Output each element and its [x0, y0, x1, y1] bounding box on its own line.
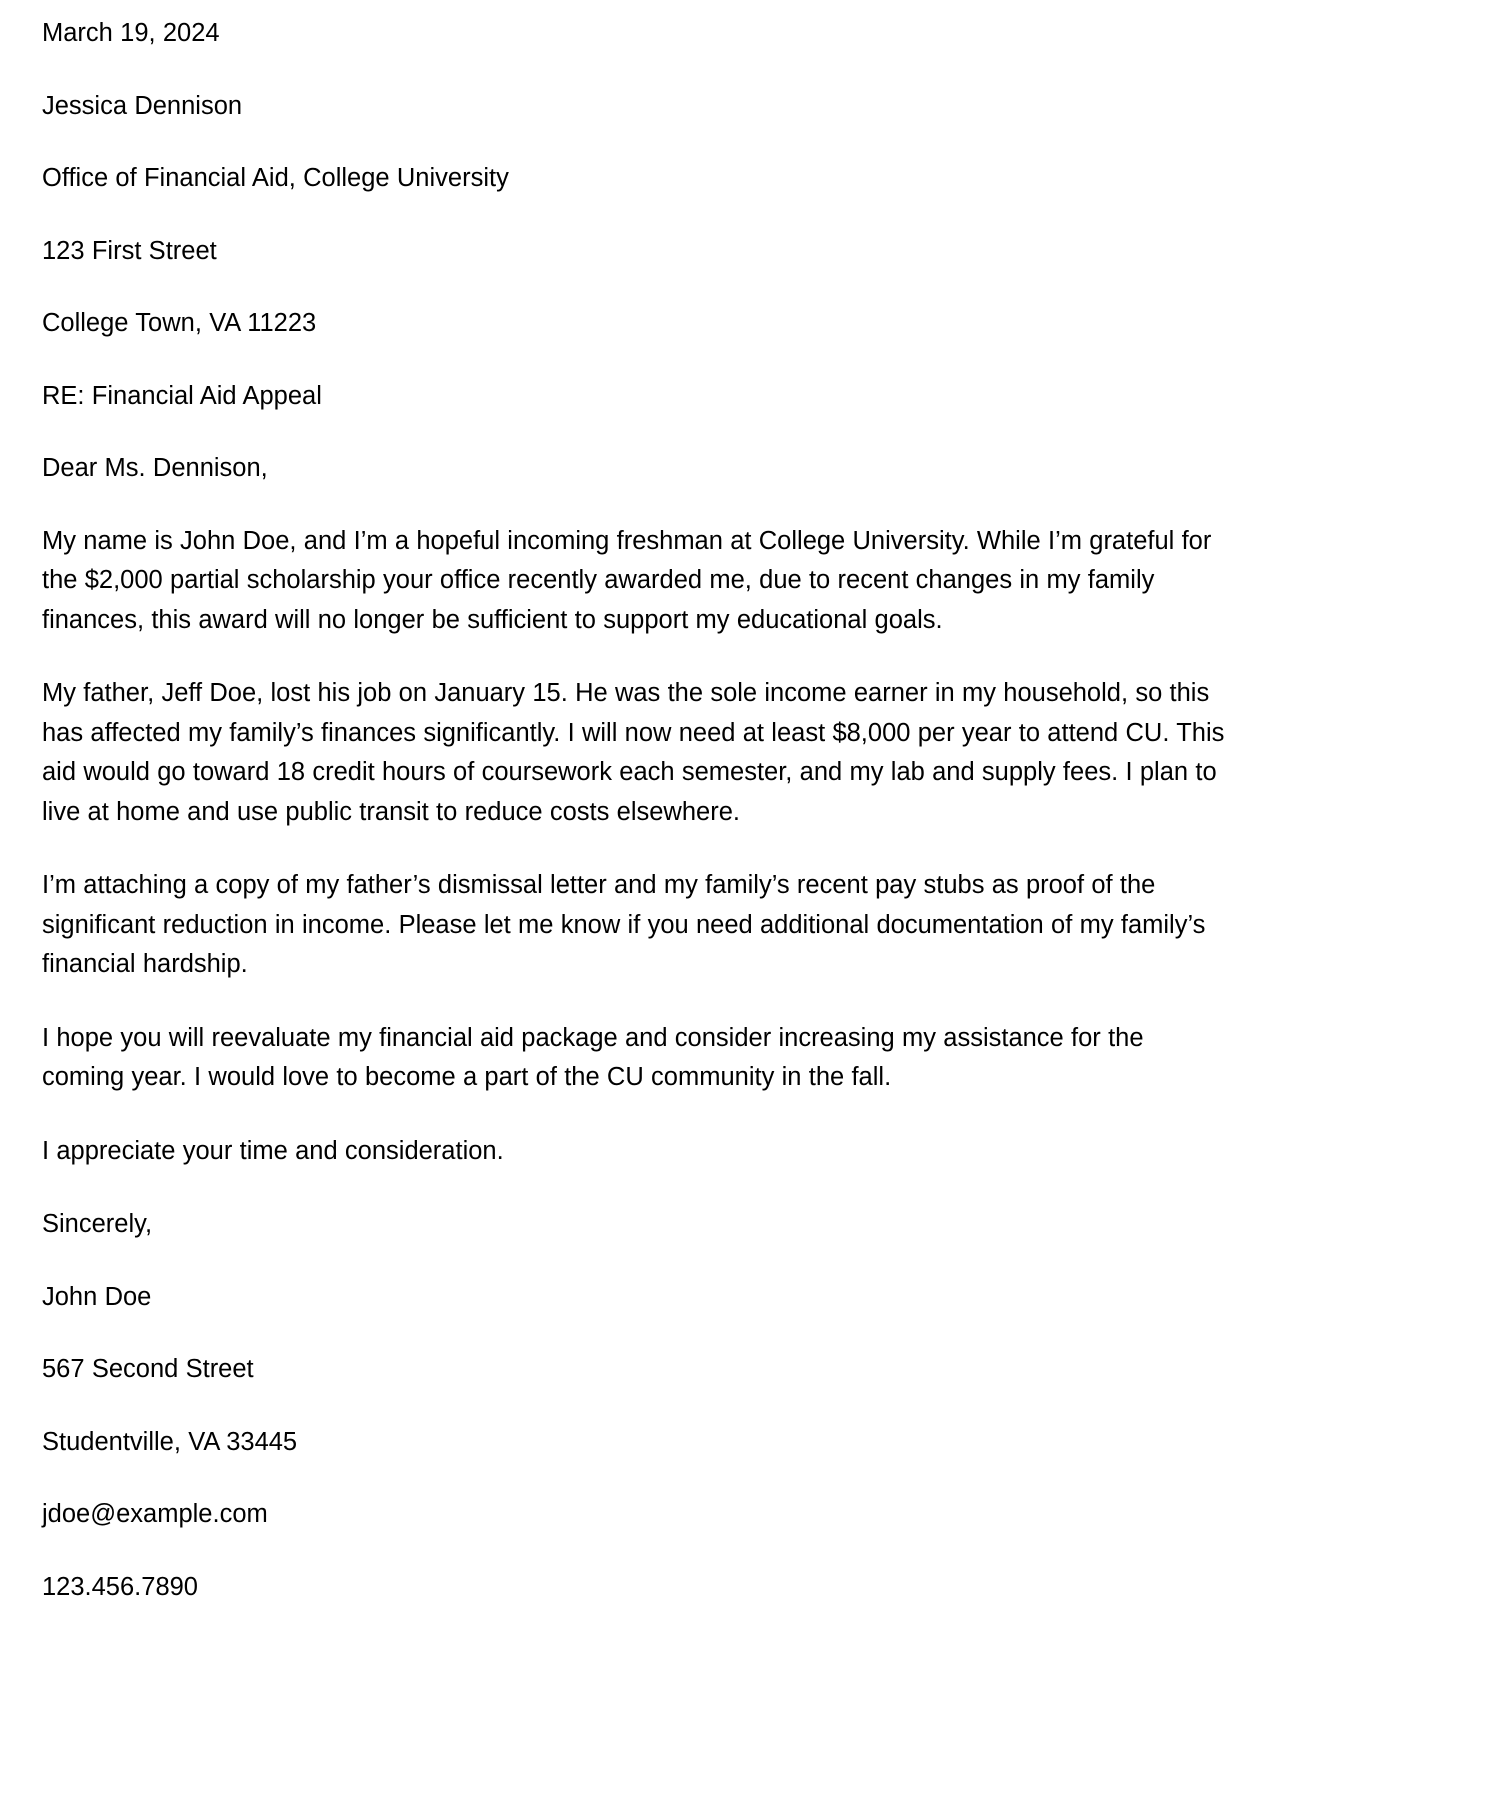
recipient-organization: Office of Financial Aid, College University — [42, 164, 509, 192]
sender-city-state-zip: Studentville, VA 33445 — [42, 1427, 298, 1456]
recipient-city-state-zip: College Town, VA 11223 — [42, 309, 317, 337]
body-paragraph-4: I hope you will reevaluate my financial aid package and consider increasing my assistance for the coming year. I would love to become a part of the CU community in the fall. — [42, 1023, 1144, 1091]
letter-closing: Sincerely, — [42, 1210, 153, 1238]
body-paragraph-2: My father, Jeff Doe, lost his job on January 15. He was the sole income earner in my household, so this has affected my family’s finances significantly. I will now need at least $8,000 per year to attend CU. This aid would go toward 18 credit hours of coursework each semester, and my lab and supply fees. I plan to live at home and use public transit to reduce costs elsewhere. — [42, 679, 1225, 826]
recipient-street: 123 First Street — [42, 236, 217, 265]
letter-body — [42, 14, 1232, 1607]
sender-street: 567 Second Street — [42, 1355, 254, 1383]
letter-date: March 19, 2024 — [42, 19, 220, 47]
body-paragraph-3: I’m attaching a copy of my father’s dismissal letter and my family’s recent pay stubs as proof of the significant reduction in income. Please let me know if you need additional documentation of my family’s financial hardship. — [42, 871, 1206, 978]
sender-name: John Doe — [42, 1282, 152, 1311]
body-paragraph-5: I appreciate your time and consideration. — [42, 1136, 504, 1165]
letter-subject: RE: Financial Aid Appeal — [42, 381, 322, 410]
recipient-name: Jessica Dennison — [42, 91, 243, 120]
body-paragraph-1: My name is John Doe, and I’m a hopeful incoming freshman at College University. While I’m grateful for the $2,000 partial scholarship your office recently awarded me, due to recent changes in my family finances, this award will no longer be sufficient to support my educational goals. — [42, 526, 1212, 634]
sender-email: jdoe@example.com — [42, 1500, 268, 1528]
signature-block — [42, 1205, 1232, 1607]
letter-salutation: Dear Ms. Dennison, — [42, 454, 268, 482]
sender-phone: 123.456.7890 — [42, 1572, 198, 1601]
